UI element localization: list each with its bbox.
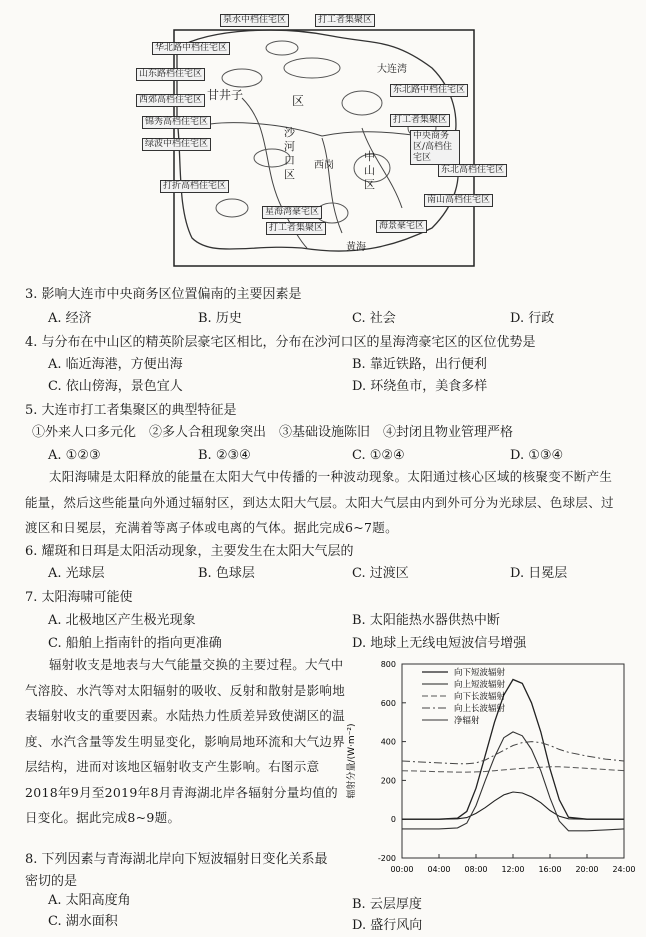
- q3-option-a: A. 经济: [48, 311, 92, 326]
- q6-stem: 6. 耀斑和日珥是太阳活动现象，主要发生在太阳大气层的: [25, 544, 354, 559]
- x-tick-label: 12:00: [501, 865, 525, 874]
- map-label-qu: 区: [292, 94, 305, 108]
- q4-option-a: A. 临近海港，方便出海: [48, 357, 183, 372]
- q3-option-d: D. 行政: [510, 311, 555, 326]
- q4-option-d: D. 环绕鱼市，美食多样: [352, 379, 488, 394]
- series-line-3: [402, 742, 624, 764]
- q6-option-d: D. 日冕层: [510, 566, 568, 581]
- y-tick-label: 400: [380, 737, 396, 747]
- q6-option-a: A. 光球层: [48, 566, 105, 581]
- legend-label-1: 向上短波辐射: [454, 680, 506, 690]
- q5-option-c: C. ①②④: [352, 448, 405, 463]
- q6-option-b: B. 色球层: [198, 566, 255, 581]
- q7-option-b: B. 太阳能热水器供热中断: [352, 613, 500, 628]
- map-label-zhongshan: 中山区: [364, 150, 375, 191]
- map-label-xigang: 西岗: [314, 160, 334, 171]
- y-tick-label: 0: [390, 815, 396, 825]
- q5-option-a: A. ①②③: [48, 448, 101, 463]
- q3-option-c: C. 社会: [352, 311, 396, 326]
- q7-option-c: C. 船舶上指南针的指向更准确: [48, 636, 222, 651]
- q7-option-a: A. 北极地区产生极光现象: [48, 613, 196, 628]
- y-tick-label: -200: [377, 854, 396, 863]
- map-label-shahekou: 沙河口区: [284, 126, 295, 181]
- radiation-chart-svg: [340, 650, 640, 890]
- q8-option-b: B. 云层厚度: [352, 897, 422, 912]
- x-tick-label: 24:00: [612, 865, 636, 874]
- map-box: 东北路中档住宅区: [390, 84, 468, 97]
- passage-radiation: 辐射收支是地表与大气能量交换的主要过程。大气中气溶胶、水汽等对太阳辐射的吸收、反射和散射是影响地表辐射收支的重要因素。水陆热力性质差异致使湖区的温度、水汽含量等发生明显变化，影响局地环流和大气边界层结构，进而对该地区辐射收支产生影响。右图示意2018年9月至2019年8月青海湖北岸各辐射分量均值的日变化。据此完成8~9题。: [25, 657, 346, 825]
- legend-label-0: 向下短波辐射: [454, 668, 506, 678]
- map-box: 打工者集聚区: [266, 222, 326, 235]
- radiation-chart: [340, 650, 640, 890]
- map-box: 泉水中档住宅区: [220, 14, 289, 27]
- map-box: 锦秀高档住宅区: [142, 116, 211, 129]
- q3-option-b: B. 历史: [198, 311, 242, 326]
- q8-stem: 8. 下列因素与青海湖北岸向下短波辐射日变化关系最密切的是: [25, 852, 328, 889]
- map-label-dalianwan: 大连湾: [377, 64, 407, 75]
- legend-label-3: 向上长波辐射: [454, 704, 506, 714]
- map-box: 华北路中档住宅区: [152, 42, 230, 55]
- map-label-ganjingzi: 甘井子: [207, 88, 244, 102]
- map-box: 东北高档住宅区: [438, 164, 507, 177]
- map-box: 海景豪宅区: [376, 220, 427, 233]
- x-tick-label: 20:00: [575, 865, 599, 874]
- map-box: 山东路档住宅区: [136, 68, 205, 81]
- dalian-district-map: [132, 8, 516, 270]
- x-tick-label: 00:00: [390, 865, 414, 874]
- series-line-2: [402, 767, 624, 772]
- q4-option-c: C. 依山傍海，景色宜人: [48, 379, 183, 394]
- map-box: 打工者集聚区: [390, 114, 450, 127]
- y-tick-label: 800: [380, 660, 396, 669]
- series-line-1: [402, 792, 624, 819]
- legend-label-2: 向下长波辐射: [454, 692, 506, 702]
- q8-option-c: C. 湖水面积: [48, 914, 118, 929]
- y-tick-label: 200: [380, 776, 396, 786]
- q3-stem: 3. 影响大连市中央商务区位置偏南的主要因素是: [25, 287, 302, 302]
- q5-option-b: B. ②③④: [198, 448, 251, 463]
- map-box: 打工者集聚区: [315, 14, 375, 27]
- series-line-4: [402, 732, 624, 831]
- q4-stem: 4. 与分布在中山区的精英阶层豪宅区相比，分布在沙河口区的星海湾豪宅区的区位优势是: [25, 335, 536, 350]
- map-box: 打折高档住宅区: [160, 180, 229, 193]
- y-axis-label: 辐射分量/(W·m⁻²): [347, 723, 357, 799]
- q5-stem: 5. 大连市打工者集聚区的典型特征是: [25, 403, 237, 418]
- map-label-huanghai: 黄海: [346, 242, 366, 253]
- map-box: 西郊高档住宅区: [136, 94, 205, 107]
- map-box: 星海湾豪宅区: [262, 206, 322, 219]
- legend-label-4: 净辐射: [454, 716, 480, 726]
- series-line-0: [402, 680, 624, 820]
- q7-option-d: D. 地球上无线电短波信号增强: [352, 636, 527, 651]
- q5-statements: ①外来人口多元化 ②多人合租现象突出 ③基础设施陈旧 ④封闭且物业管理严格: [32, 425, 514, 440]
- y-tick-label: 600: [380, 698, 396, 708]
- q8-option-a: A. 太阳高度角: [48, 893, 131, 908]
- q6-option-c: C. 过渡区: [352, 566, 409, 581]
- passage-solar-tsunami: 太阳海啸是太阳释放的能量在太阳大气中传播的一种波动现象。太阳通过核心区域的核聚变不断产生能量，然后这些能量向外通过辐射区，到达太阳大气层。太阳大气层由内到外可分为光球层、色球层、过渡区和日冕层，充满着等离子体或电离的气体。据此完成6~7题。: [25, 469, 614, 535]
- x-tick-label: 16:00: [538, 865, 562, 874]
- q7-stem: 7. 太阳海啸可能使: [25, 590, 133, 605]
- x-tick-label: 08:00: [464, 865, 488, 874]
- map-box: 中央商务区/高档住宅区: [410, 130, 460, 165]
- map-box: 南山高档住宅区: [424, 194, 493, 207]
- map-box: 绿波中档住宅区: [142, 138, 211, 151]
- q8-option-d: D. 盛行风向: [352, 918, 423, 933]
- x-tick-label: 04:00: [427, 865, 451, 874]
- q4-option-b: B. 靠近铁路，出行便利: [352, 357, 487, 372]
- q5-option-d: D. ①③④: [510, 448, 564, 463]
